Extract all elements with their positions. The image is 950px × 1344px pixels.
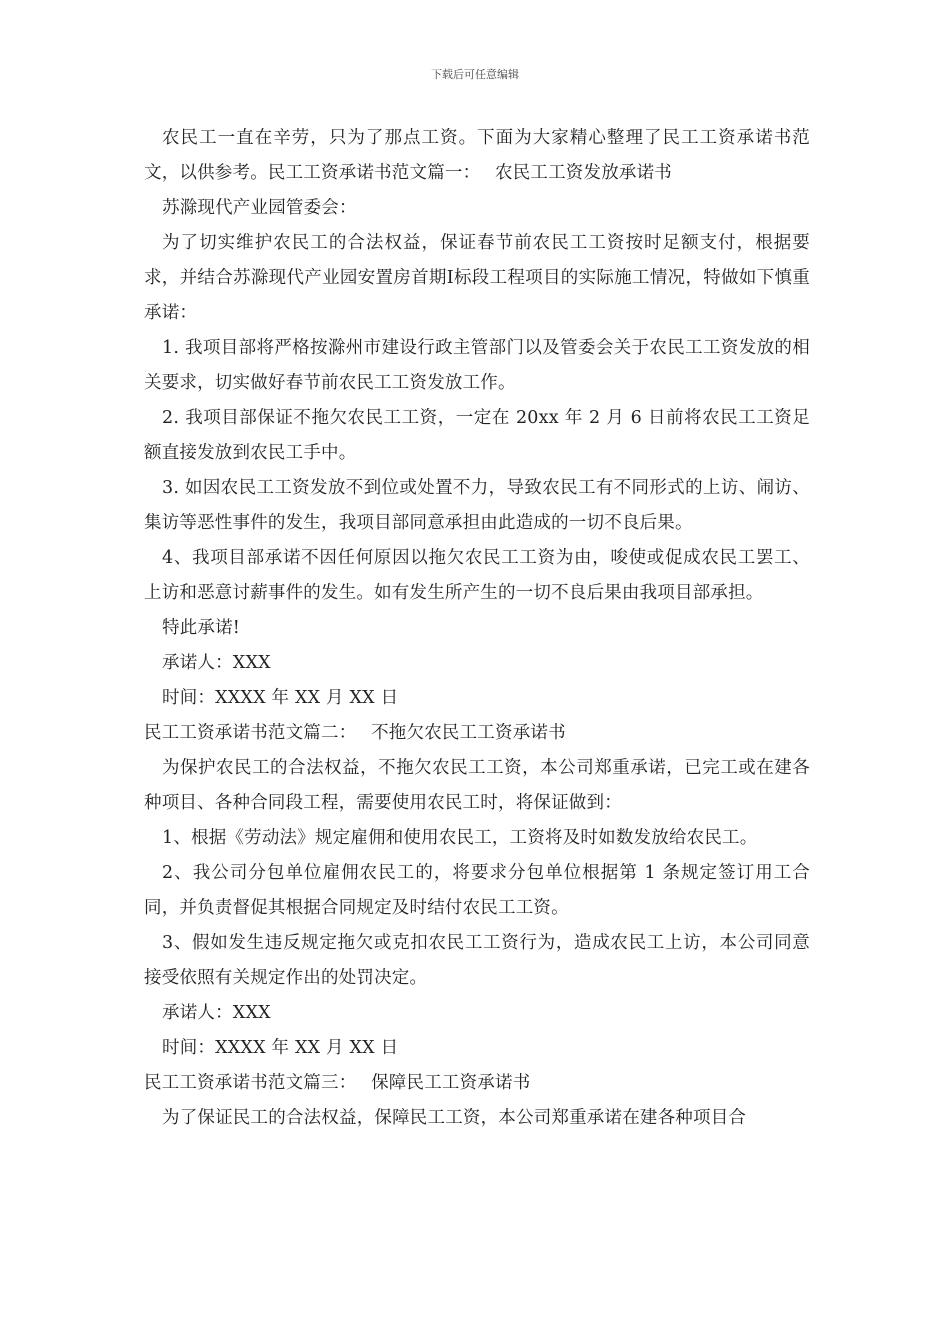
header-note: 下载后可任意编辑 [431,68,519,81]
paragraph-item-4: 4、我项目部承诺不因任何原因以拖欠农民工工资为由，唆使或促成农民工罢工、上访和恶意讨薪事件的发生。如有发生所产生的一切不良后果由我项目部承担。 [144,548,810,603]
paragraph-item-1: 1. 我项目部将严格按滁州市建设行政主管部门以及管委会关于农民工工资发放的相关要求，切实做好春节前农民工工资发放工作。 [144,338,810,393]
paragraph-signatory-2: 承诺人：XXX [162,1003,271,1023]
paragraph-item-3: 3. 如因农民工工资发放不到位或处置不力，导致农民工有不同形式的上访、闹访、集访等恶性事件的发生，我项目部同意承担由此造成的一切不良后果。 [144,478,810,533]
paragraph-intro: 农民工一直在辛劳，只为了那点工资。下面为大家精心整理了民工工资承诺书范文，以供参考。民工工资承诺书范文篇一： 农民工工资发放承诺书 [144,128,810,183]
paragraph-section-2-item-3: 3、假如发生违反规定拖欠或克扣农民工工资行为，造成农民工上访，本公司同意接受依照有关规定作出的处罚决定。 [144,933,810,988]
paragraph-addressee: 苏滁现代产业园管委会： [162,198,357,218]
paragraph-item-2: 2. 我项目部保证不拖欠农民工工资，一定在 20xx 年 2 月 6 日前将农民工工资足额直接发放到农民工手中。 [144,408,810,463]
paragraph-date-1: 时间：XXXX 年 XX 月 XX 日 [162,688,399,708]
paragraph-section-2-item-2: 2、我公司分包单位雇佣农民工的，将要求分包单位根据第 1 条规定签订用工合同，并负责督促其根据合同规定及时结付农民工工资。 [144,863,810,918]
paragraph-closing: 特此承诺! [162,618,241,638]
paragraph-section-3-title: 民工工资承诺书范文篇三： 保障民工工资承诺书 [144,1073,531,1093]
paragraph-section-2-item-1: 1、根据《劳动法》规定雇佣和使用农民工，工资将及时如数发放给农民工。 [162,828,758,848]
document-body [144,121,810,1136]
paragraph-section-2-title: 民工工资承诺书范文篇二： 不拖欠农民工工资承诺书 [144,723,566,743]
paragraph-section-2-intro: 为保护农民工的合法权益，不拖欠农民工工资，本公司郑重承诺，已完工或在建各种项目、各种合同段工程，需要使用农民工时，将保证做到： [144,758,810,813]
paragraph-date-2: 时间：XXXX 年 XX 月 XX 日 [162,1038,399,1058]
paragraph-purpose: 为了切实维护农民工的合法权益，保证春节前农民工工资按时足额支付，根据要求，并结合苏滁现代产业园安置房首期Ⅰ标段工程项目的实际施工情况，特做如下慎重承诺： [144,233,810,323]
paragraph-section-3-intro: 为了保证民工的合法权益，保障民工工资，本公司郑重承诺在建各种项目合 [162,1108,747,1128]
paragraph-signatory-1: 承诺人：XXX [162,653,271,673]
